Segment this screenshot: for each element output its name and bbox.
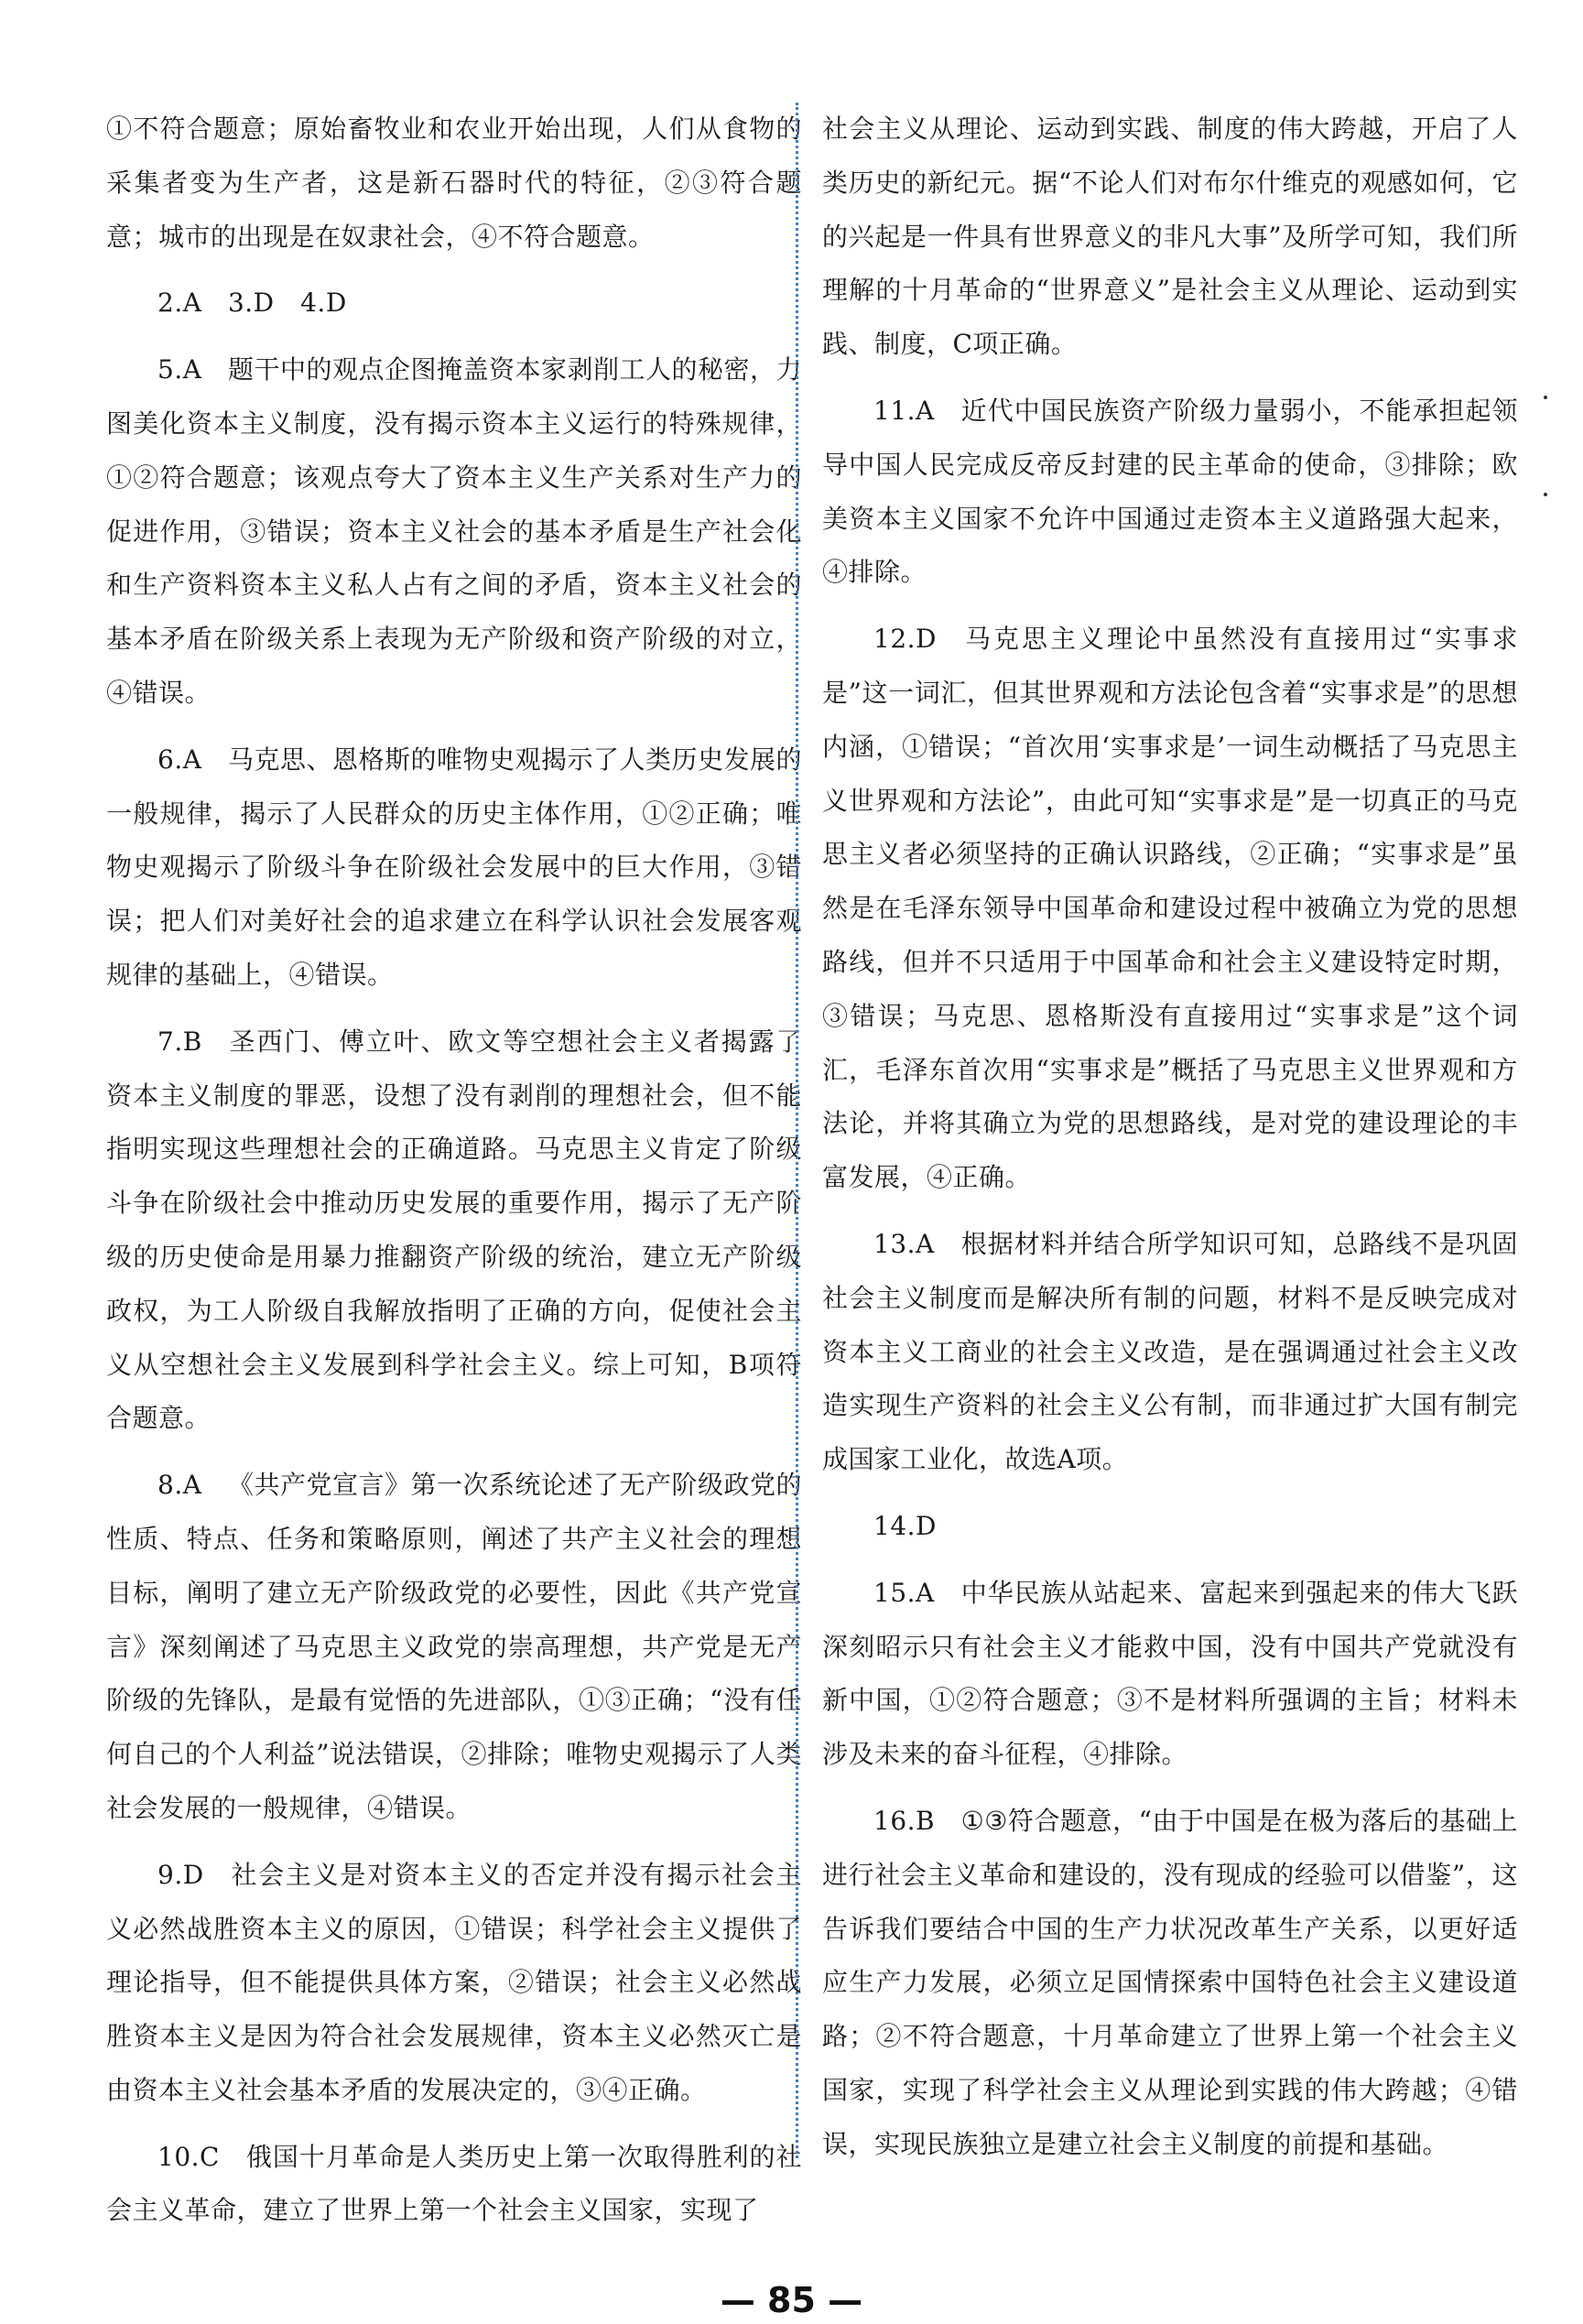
answer-text: 3.D 4.D xyxy=(227,288,347,319)
answer-entry xyxy=(822,1500,1518,1554)
answer-number: 13.A xyxy=(873,1228,935,1259)
answer-entry xyxy=(822,385,1518,600)
answer-entry xyxy=(822,103,1518,372)
answer-entry xyxy=(822,1567,1518,1782)
answer-text: 圣西门、傅立叶、欧文等空想社会主义者揭露了资本主义制度的罪恶，设想了没有剥削的理想社会，但不能指明实现这些理想社会的正确道路。马克思主义肯定了阶级斗争在阶级社会中推动历史发展的重要作用，揭示了无产阶级的历史使命是用暴力推翻资产阶级的统治，建立无产阶级政权，为工人阶级自我解放指明了正确的方向，促使社会主义从空想社会主义发展到科学社会主义。综上可知，B项符合题意。 xyxy=(106,1026,802,1434)
answer-number: 6.A xyxy=(157,744,202,775)
answer-entry xyxy=(106,1849,802,2118)
answer-text: 根据材料并结合所学知识可知，总路线不是巩固社会主义制度而是解决所有制的问题，材料不是反映完成对资本主义工商业的社会主义改造，是在强调通过社会主义改造实现生产资料的社会主义公有制，而非通过扩大国有制完成国家工业化，故选A项。 xyxy=(822,1228,1518,1475)
answer-text: 马克思、恩格斯的唯物史观揭示了人类历史发展的一般规律，揭示了人民群众的历史主体作用，①②正确；唯物史观揭示了阶级斗争在阶级社会发展中的巨大作用，③错误；把人们对美好社会的追求建立在科学认识社会发展客观规律的基础上，④错误。 xyxy=(106,744,802,990)
answer-number: 5.A xyxy=(157,354,202,386)
answer-number: 10.C xyxy=(157,2141,220,2172)
answer-text: 马克思主义理论中虽然没有直接用过“实事求是”这一词汇，但其世界观和方法论包含着“实事求是”的思想内涵，①错误；“首次用‘实事求是’一词生动概括了马克思主义世界观和方法论”，由此可知“实事求是”是一切真正的马克思主义者必须坚持的正确认识路线，②正确；“实事求是”虽然是在毛泽东领导中国革命和建设过程中被确立为党的思想路线，但并不只适用于中国革命和社会主义建设特定时期，③错误；马克思、恩格斯没有直接用过“实事求是”这个词汇，毛泽东首次用“实事求是”概括了马克思主义世界观和方法论，并将其确立为党的思想路线，是对党的建设理论的丰富发展，④正确。 xyxy=(822,624,1518,1193)
answer-number: 16.B xyxy=(873,1805,936,1836)
answer-entry xyxy=(106,277,802,331)
answer-text: 《共产党宣言》第一次系统论述了无产阶级政党的性质、特点、任务和策略原则，阐述了共产主义社会的理想目标，阐明了建立无产阶级政党的必要性，因此《共产党宣言》深刻阐述了马克思主义政党的崇高理想，共产党是无产阶级的先锋队，是最有觉悟的先进部队，①③正确；“没有任何自己的个人利益”说法错误，②排除；唯物史观揭示了人类社会发展的一般规律，④错误。 xyxy=(106,1470,802,1823)
answer-number: 11.A xyxy=(873,395,935,426)
answer-entry xyxy=(106,1459,802,1836)
page-number: — 85 — xyxy=(720,2280,863,2320)
answer-number: 8.A xyxy=(157,1470,202,1501)
answer-entry xyxy=(106,103,802,264)
left-column xyxy=(106,103,802,2251)
answer-text: 俄国十月革命是人类历史上第一次取得胜利的社会主义革命，建立了世界上第一个社会主义国家，实现了 xyxy=(106,2141,802,2226)
answer-entry xyxy=(106,733,802,1003)
answer-number: 2.A xyxy=(157,288,202,319)
margin-dot xyxy=(1544,396,1547,399)
answer-entry xyxy=(106,1015,802,1446)
answer-number: 15.A xyxy=(873,1577,935,1608)
answer-entry xyxy=(822,1218,1518,1487)
answer-text: 社会主义是对资本主义的否定并没有揭示社会主义必然战胜资本主义的原因，①错误；科学社会主义提供了理论指导，但不能提供具体方案，②错误；社会主义必然战胜资本主义是因为符合社会发展规律，资本主义必然灭亡是由资本主义社会基本矛盾的发展决定的，③④正确。 xyxy=(106,1859,802,2105)
answer-number: 12.D xyxy=(873,624,937,655)
column-divider xyxy=(796,103,798,2158)
answer-entry xyxy=(106,343,802,721)
answer-text: 近代中国民族资产阶级力量弱小，不能承担起领导中国人民完成反帝反封建的民主革命的使命，③排除；欧美资本主义国家不允许中国通过走资本主义道路强大起来，④排除。 xyxy=(822,395,1518,588)
answer-number: 7.B xyxy=(157,1026,202,1057)
answer-text: ①不符合题意；原始畜牧业和农业开始出现，人们从食物的采集者变为生产者，这是新石器时代的特征，②③符合题意；城市的出现是在奴隶社会，④不符合题意。 xyxy=(106,114,802,252)
answer-number: 14.D xyxy=(873,1510,937,1541)
margin-dot xyxy=(1544,493,1547,496)
answer-text: 中华民族从站起来、富起来到强起来的伟大飞跃深刻昭示只有社会主义才能救中国，没有中国共产党就没有新中国，①②符合题意；③不是材料所强调的主旨；材料未涉及未来的奋斗征程，④排除。 xyxy=(822,1577,1518,1770)
answer-text: ①③符合题意，“由于中国是在极为落后的基础上进行社会主义革命和建设的，没有现成的经验可以借鉴”，这告诉我们要结合中国的生产力状况改革生产关系，以更好适应生产力发展，必须立足国情探索中国特色社会主义建设道路；②不符合题意，十月革命建立了世界上第一个社会主义国家，实现了科学社会主义从理论到实践的伟大跨越；④错误，实现民族独立是建立社会主义制度的前提和基础。 xyxy=(822,1805,1518,2159)
right-column xyxy=(822,103,1518,2184)
answer-text: 社会主义从理论、运动到实践、制度的伟大跨越，开启了人类历史的新纪元。据“不论人们对布尔什维克的观感如何，它的兴起是一件具有世界意义的非凡大事”及所学可知，我们所理解的十月革命的“世界意义”是社会主义从理论、运动到实践、制度，C项正确。 xyxy=(822,114,1518,360)
answer-entry xyxy=(822,1795,1518,2172)
answer-entry xyxy=(822,613,1518,1205)
answer-entry xyxy=(106,2131,802,2239)
answer-number: 9.D xyxy=(157,1859,204,1890)
answer-text: 题干中的观点企图掩盖资本家剥削工人的秘密，力图美化资本主义制度，没有揭示资本主义运行的特殊规律，①②符合题意；该观点夸大了资本主义生产关系对生产力的促进作用，③错误；资本主义社会的基本矛盾是生产社会化和生产资料资本主义私人占有之间的矛盾，资本主义社会的基本矛盾在阶级关系上表现为无产阶级和资产阶级的对立，④错误。 xyxy=(106,354,802,708)
